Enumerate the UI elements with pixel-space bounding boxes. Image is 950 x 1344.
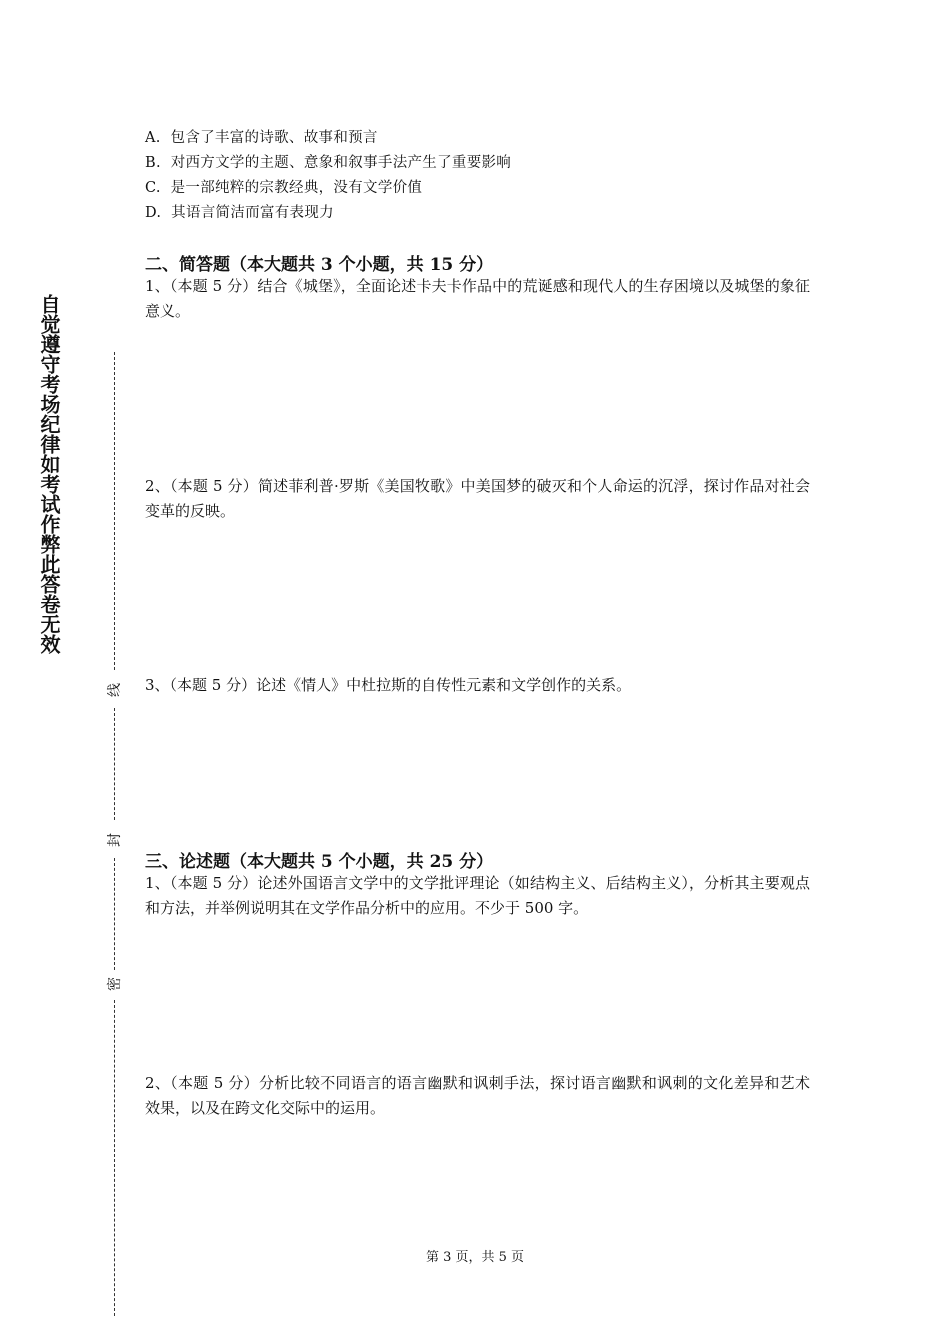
page-number: 第 3 页，共 5 页 <box>425 1250 525 1265</box>
essay-question-2: 2、（本题 5 分）分析比较不同语言的语言幽默和讽刺手法，探讨语言幽默和讽刺的文化差异和艺术效果，以及在跨文化交际中的运用。 <box>145 1074 810 1117</box>
short-answer-question-1: 1、（本题 5 分）结合《城堡》，全面论述卡夫卡作品中的荒诞感和现代人的生存困境以及城堡的象征意义。 <box>145 277 810 320</box>
option-letter: B. <box>145 155 161 171</box>
seal-label-secret: 密 <box>107 977 123 991</box>
option-d <box>145 201 334 222</box>
seal-line-segment <box>114 708 115 820</box>
option-b <box>145 151 511 172</box>
option-letter: C. <box>145 180 161 196</box>
essay-question-1: 1、（本题 5 分）论述外国语言文学中的文学批评理论（如结构主义、后结构主义），分析其主要观点和方法，并举例说明其在文学作品分析中的应用。不少于 500 字。 <box>145 874 810 917</box>
section-heading-essay: 三、论述题（本大题共 5 个小题，共 25 分） <box>145 852 494 872</box>
option-text: 包含了丰富的诗歌、故事和预言 <box>170 130 378 146</box>
seal-label-seal: 封 <box>107 833 123 847</box>
short-answer-question-2: 2、（本题 5 分）简述菲利普·罗斯《美国牧歌》中美国梦的破灭和个人命运的沉浮，探讨作品对社会变革的反映。 <box>145 477 810 520</box>
option-letter: A. <box>145 130 161 146</box>
exam-discipline-notice: 自觉遵守考场纪律如考试作弊此答卷无效 <box>37 294 61 654</box>
option-a <box>145 126 378 147</box>
option-text: 是一部纯粹的宗教经典，没有文学价值 <box>170 180 423 196</box>
short-answer-question-3: 3、（本题 5 分）论述《情人》中杜拉斯的自传性元素和文学创作的关系。 <box>145 676 632 694</box>
option-text: 对西方文学的主题、意象和叙事手法产生了重要影响 <box>170 155 512 171</box>
seal-line-segment <box>114 352 115 670</box>
seal-line-segment <box>114 1000 115 1316</box>
section-heading-short-answer: 二、简答题（本大题共 3 个小题，共 15 分） <box>145 255 494 275</box>
seal-line-segment <box>114 858 115 970</box>
option-c <box>145 176 422 197</box>
seal-label-line: 线 <box>107 683 123 697</box>
option-letter: D. <box>145 205 162 221</box>
option-text: 其语言简洁而富有表现力 <box>171 205 334 221</box>
